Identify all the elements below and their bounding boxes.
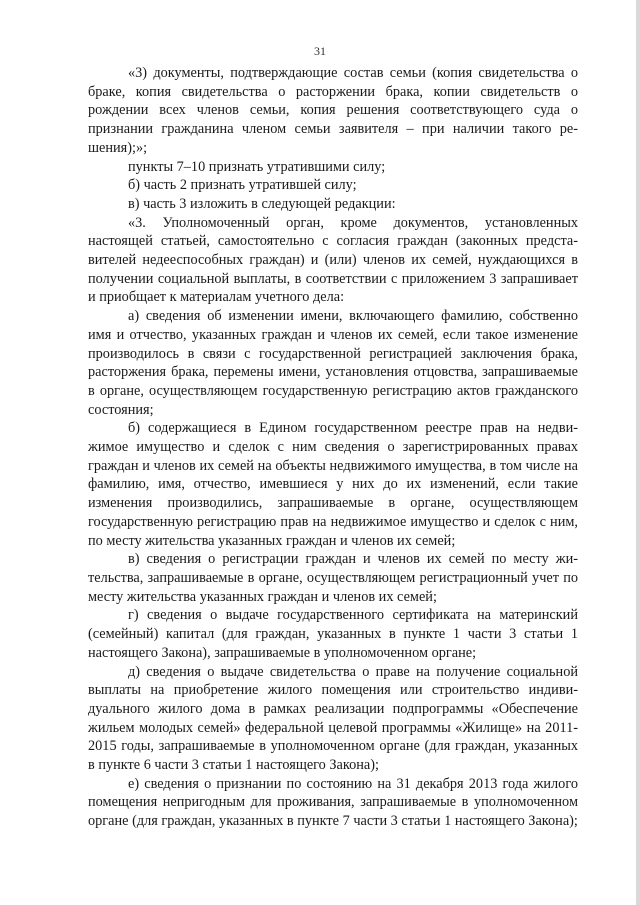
page-edge bbox=[636, 0, 640, 905]
paragraph-documents-family: «3) документы, подтверждающие состав семьи (копия свидетельства о браке, копия свидетельства о расторжении брака, копии свидетельств о рождении всех членов семьи, копия решения соответствующего суда о признании гражданина членом семьи заявителя – при наличии такого решения);»; bbox=[88, 65, 578, 156]
paragraph-part-2: б) часть 2 признать утратившей силу; bbox=[128, 177, 357, 194]
paragraph-item-d: д) сведения о выдаче свидетельства о праве на получение социальной выплаты на приобретение жилого помещения или строительство индивидуального жилого дома в рамках реализации подпрограммы «Обеспечение жильем молодых семей» федеральной целевой программы «Жилище» на 2011-2015 годы, запрашиваемые в уполномоченном органе (для граждан, указанных в пункте 6 части 3 статьи 1 настоящего Закона); bbox=[88, 663, 578, 774]
paragraph-item-b: б) содержащиеся в Едином государственном реестре прав на недвижимое имущество и сделок с ним сведения о зарегистрированных правах граждан и членов их семей на объекты недвижимого имущества, в том числе на фамилию, имя, отчество, имевшиеся у них до их изменений, если такие изменения производились, запрашиваемые в органе, осуществляющем государственную регистрацию прав на недвижимое имущество и сделок с ним, по месту жительства указанных граждан и членов их семей; bbox=[88, 420, 578, 549]
paragraph-item-e: е) сведения о признании по состоянию на 31 декабря 2013 года жилого помещения непригодным для проживания, запрашиваемые в уполномоченном органе (для граждан, указанных в пункте 7 части 3 статьи 1 настоящего Закона); bbox=[88, 775, 578, 830]
page-number: 31 bbox=[314, 44, 326, 58]
paragraph-item-a: а) сведения об изменении имени, включающего фамилию, собственно имя и отчество, указанных граждан и членов их семей, если такое изменение производилось в связи с государственной регистрацией заключения брака, расторжения брака, перемены имени, установления отцовства, запрашиваемые в органе, осуществляющем государственную регистрацию актов гражданского состояния; bbox=[88, 308, 578, 418]
paragraph-item-v: в) сведения о регистрации граждан и членов их семей по месту жительства, запрашиваемые в органе, осуществляющем регистрационный учет по месту жительства указанных граждан и членов их семей; bbox=[88, 551, 578, 605]
document-body bbox=[88, 64, 578, 831]
paragraph-authorized-body: «3. Уполномоченный орган, кроме документов, установленных настоящей статьей, самостоятельно с согласия граждан (законных представителей недееспособных граждан) и (или) членов их семей, нуждающихся в получении социальной выплаты, в соответствии с приложением 3 запрашивает и приобщает к материалам учетного дела: bbox=[88, 214, 578, 306]
paragraph-part-3: в) часть 3 изложить в следующей редакции: bbox=[128, 195, 396, 212]
paragraph-item-g: г) сведения о выдаче государственного сертификата на материнский (семейный) капитал (для граждан, указанных в пункте 1 части 3 статьи 1 настоящего Закона), запрашиваемые в уполномоченном органе; bbox=[88, 607, 578, 661]
paragraph-items-7-10: пункты 7–10 признать утратившими силу; bbox=[128, 158, 386, 175]
